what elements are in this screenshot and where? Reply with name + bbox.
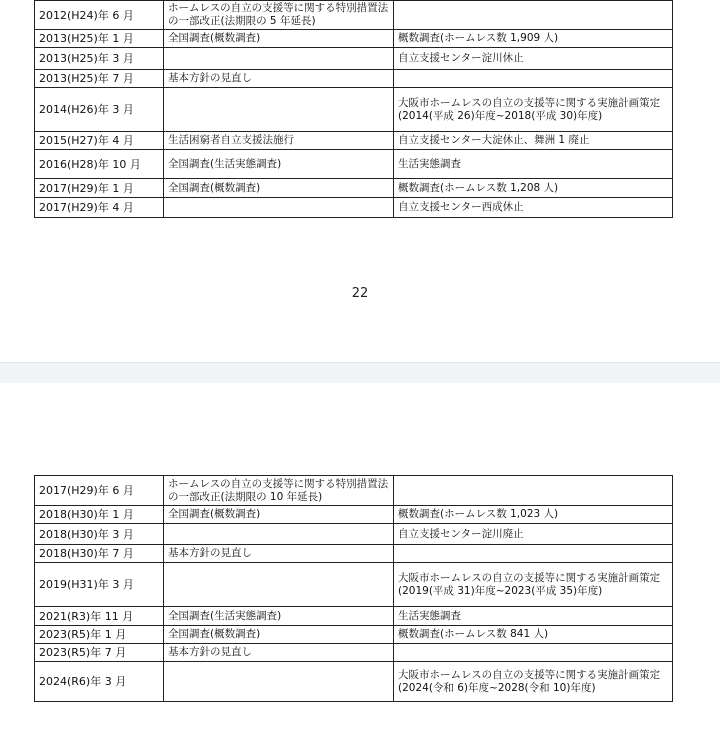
table-row [35, 70, 673, 88]
table-row [35, 524, 673, 545]
date-cell: 2017(H29)年 6 月 [35, 476, 164, 506]
event-cell: 全国調査(概数調査) [164, 506, 394, 524]
note-cell: 生活実態調査 [394, 150, 673, 179]
date-cell: 2019(H31)年 3 月 [35, 563, 164, 607]
event-cell: ホームレスの自立の支援等に関する特別措置法の一部改正(法期限の 10 年延長) [164, 476, 394, 506]
note-cell [394, 545, 673, 563]
event-cell: 全国調査(概数調査) [164, 179, 394, 198]
note-cell: 自立支援センター大淀休止、舞洲 1 廃止 [394, 132, 673, 150]
date-cell: 2013(H25)年 3 月 [35, 48, 164, 70]
page-separator [0, 362, 720, 383]
note-cell: 自立支援センター淀川廃止 [394, 524, 673, 545]
table-row [35, 563, 673, 607]
date-cell: 2012(H24)年 6 月 [35, 1, 164, 30]
event-cell: 全国調査(生活実態調査) [164, 607, 394, 626]
table-row [35, 1, 673, 30]
event-cell: ホームレスの自立の支援等に関する特別措置法の一部改正(法期限の 5 年延長) [164, 1, 394, 30]
note-cell [394, 1, 673, 30]
note-cell: 概数調査(ホームレス数 841 人) [394, 626, 673, 644]
note-cell: 概数調査(ホームレス数 1,208 人) [394, 179, 673, 198]
event-cell: 全国調査(生活実態調査) [164, 150, 394, 179]
date-cell: 2024(R6)年 3 月 [35, 662, 164, 702]
table-row [35, 506, 673, 524]
date-cell: 2018(H30)年 1 月 [35, 506, 164, 524]
event-cell: 全国調査(概数調査) [164, 30, 394, 48]
date-cell: 2014(H26)年 3 月 [35, 88, 164, 132]
date-cell: 2016(H28)年 10 月 [35, 150, 164, 179]
note-cell: 生活実態調査 [394, 607, 673, 626]
event-cell [164, 662, 394, 702]
table-row [35, 132, 673, 150]
note-cell: 大阪市ホームレスの自立の支援等に関する実施計画策定(2019(平成 31)年度~2023(平成 35)年度) [394, 563, 673, 607]
date-cell: 2017(H29)年 4 月 [35, 198, 164, 218]
document-page-23 [0, 383, 720, 737]
note-cell [394, 644, 673, 662]
date-cell: 2015(H27)年 4 月 [35, 132, 164, 150]
event-cell [164, 563, 394, 607]
event-cell [164, 524, 394, 545]
table-row [35, 150, 673, 179]
date-cell: 2013(H25)年 7 月 [35, 70, 164, 88]
history-table-continued [34, 475, 673, 702]
table-row [35, 662, 673, 702]
event-cell [164, 88, 394, 132]
event-cell [164, 48, 394, 70]
table-row [35, 644, 673, 662]
table-row [35, 607, 673, 626]
event-cell: 基本方針の見直し [164, 70, 394, 88]
note-cell: 大阪市ホームレスの自立の支援等に関する実施計画策定(2024(令和 6)年度~2028(令和 10)年度) [394, 662, 673, 702]
table-row [35, 626, 673, 644]
note-cell: 大阪市ホームレスの自立の支援等に関する実施計画策定(2014(平成 26)年度~2018(平成 30)年度) [394, 88, 673, 132]
document-page-22 [0, 0, 720, 362]
event-cell: 基本方針の見直し [164, 545, 394, 563]
table-row [35, 48, 673, 70]
date-cell: 2018(H30)年 7 月 [35, 545, 164, 563]
note-cell: 自立支援センター淀川休止 [394, 48, 673, 70]
note-cell [394, 476, 673, 506]
event-cell: 全国調査(概数調査) [164, 626, 394, 644]
table-row [35, 545, 673, 563]
page-number: 22 [351, 286, 369, 301]
note-cell: 概数調査(ホームレス数 1,023 人) [394, 506, 673, 524]
date-cell: 2021(R3)年 11 月 [35, 607, 164, 626]
event-cell: 生活困窮者自立支援法施行 [164, 132, 394, 150]
table-row [35, 179, 673, 198]
note-cell: 概数調査(ホームレス数 1,909 人) [394, 30, 673, 48]
date-cell: 2023(R5)年 1 月 [35, 626, 164, 644]
table-row [35, 88, 673, 132]
date-cell: 2017(H29)年 1 月 [35, 179, 164, 198]
history-table [34, 0, 673, 218]
note-cell [394, 70, 673, 88]
date-cell: 2018(H30)年 3 月 [35, 524, 164, 545]
note-cell: 自立支援センター西成休止 [394, 198, 673, 218]
event-cell [164, 198, 394, 218]
date-cell: 2023(R5)年 7 月 [35, 644, 164, 662]
table-row [35, 476, 673, 506]
date-cell: 2013(H25)年 1 月 [35, 30, 164, 48]
event-cell: 基本方針の見直し [164, 644, 394, 662]
table-row [35, 30, 673, 48]
table-row [35, 198, 673, 218]
